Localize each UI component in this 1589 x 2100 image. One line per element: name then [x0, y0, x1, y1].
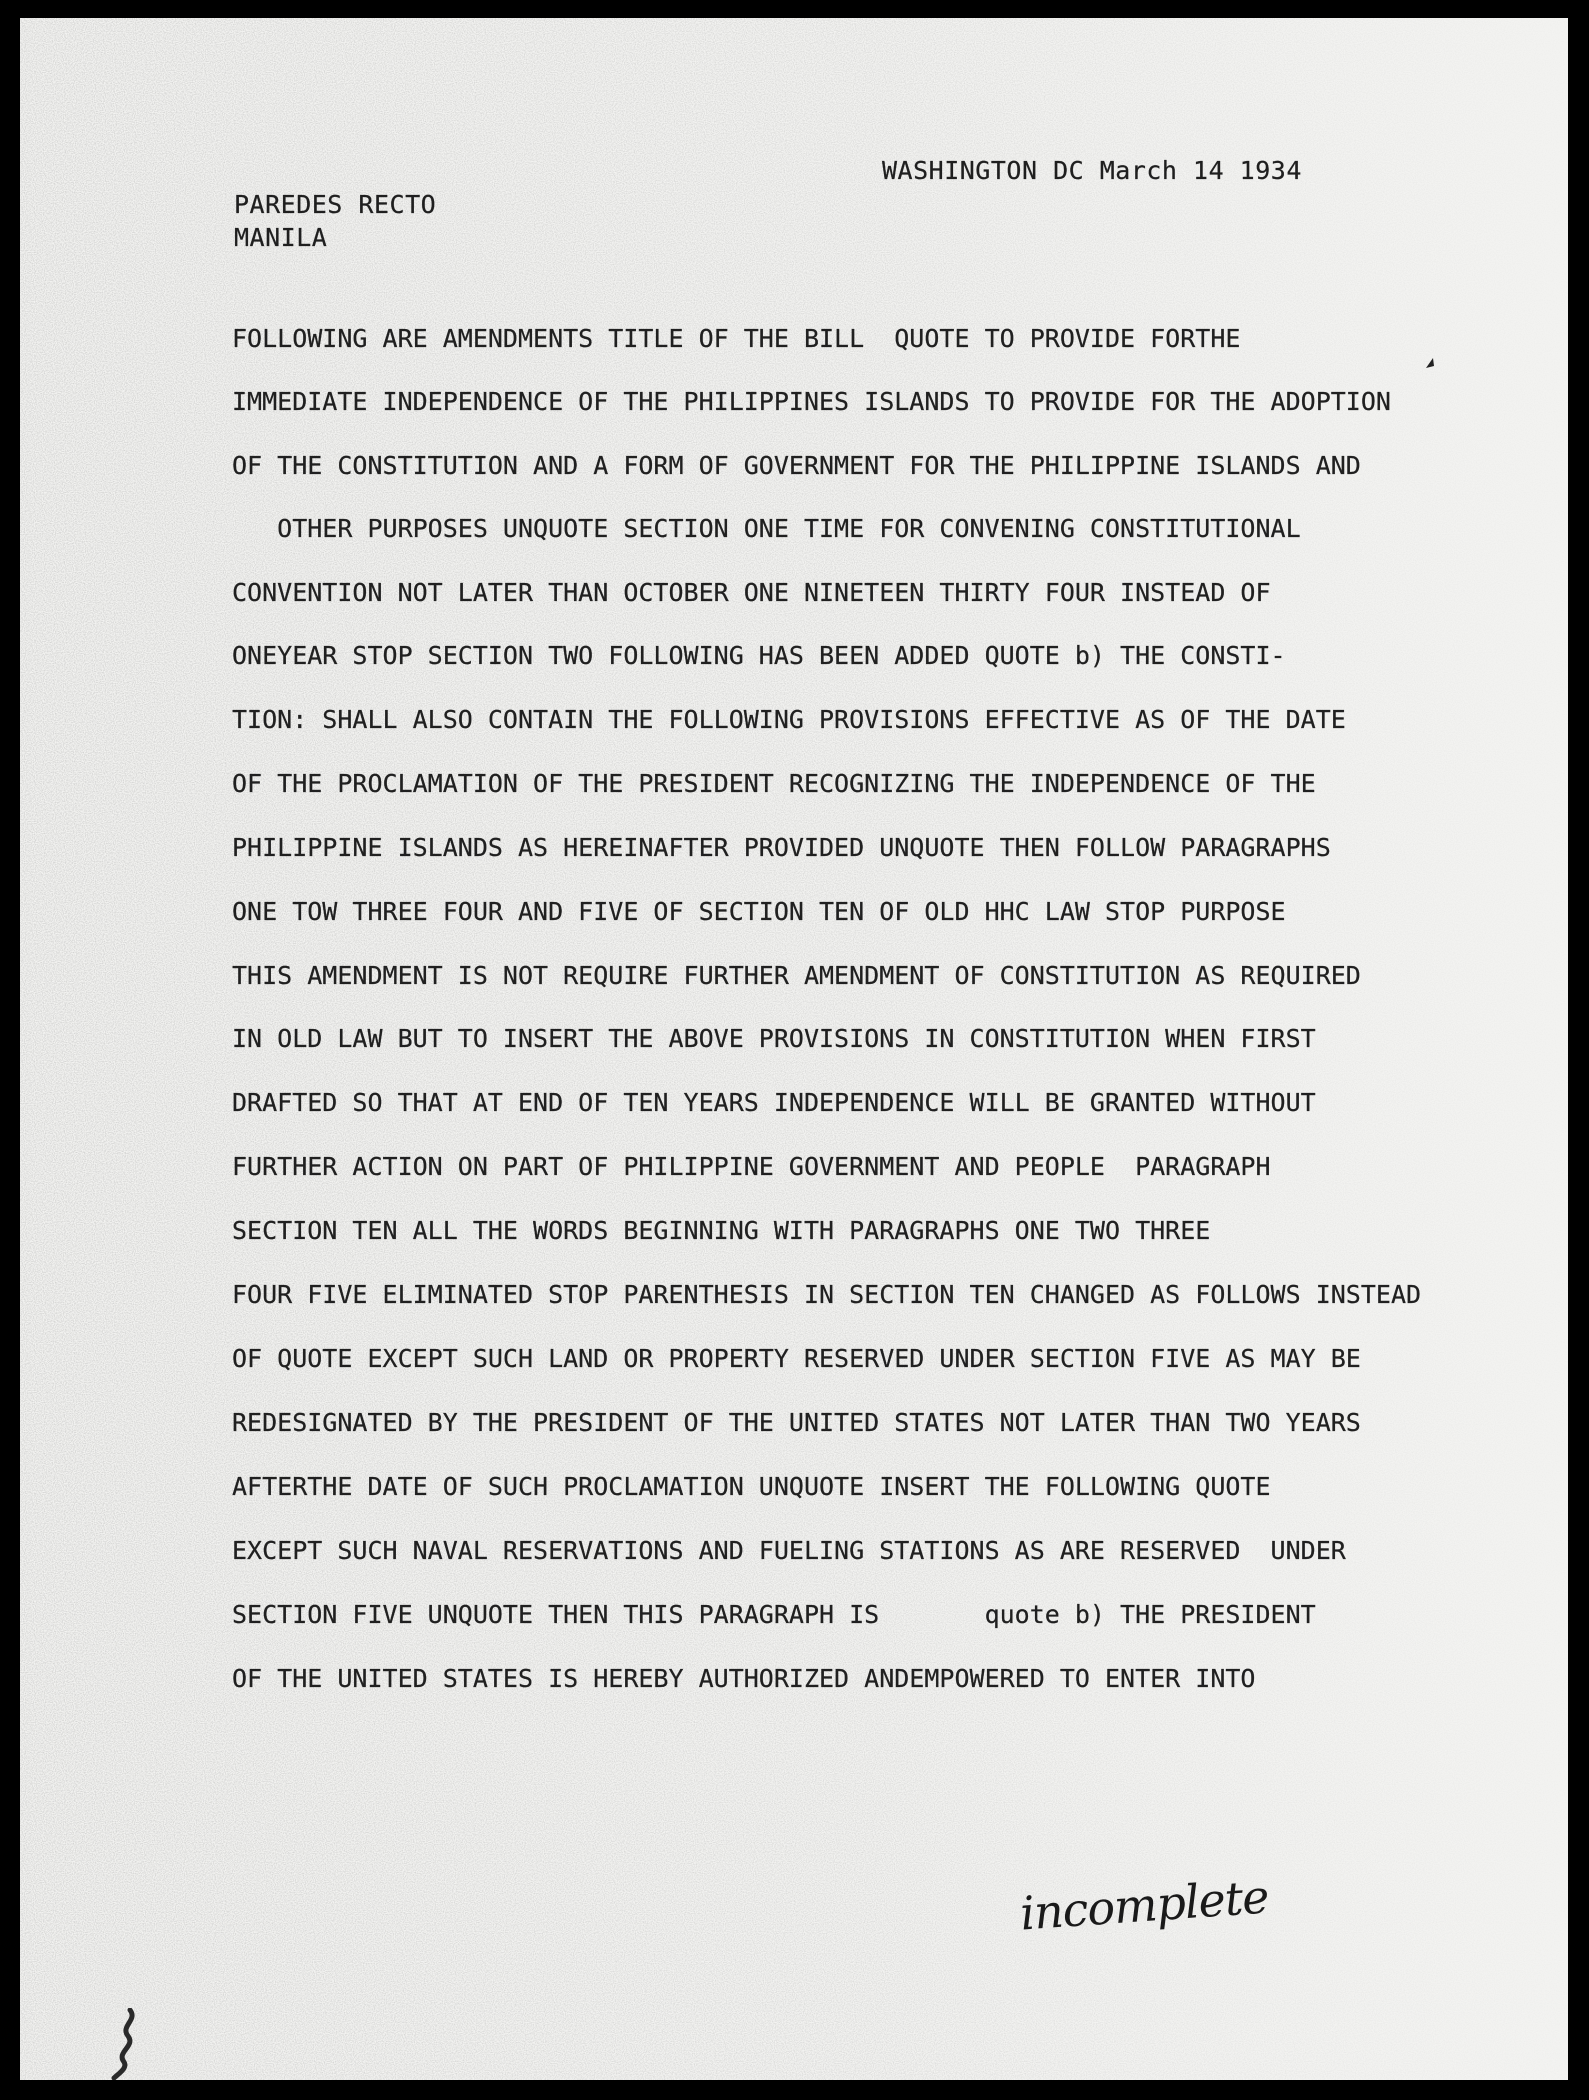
body-line: PHILIPPINE ISLANDS AS HEREINAFTER PROVIDED UNQUOTE THEN FOLLOW PARAGRAPHS	[232, 833, 1331, 862]
body-line: ONE TOW THREE FOUR AND FIVE OF SECTION TEN OF OLD HHC LAW STOP PURPOSE	[232, 897, 1286, 926]
body-line: FOUR FIVE ELIMINATED STOP PARENTHESIS IN SECTION TEN CHANGED AS FOLLOWS INSTEAD	[232, 1280, 1422, 1309]
body-line: IMMEDIATE INDEPENDENCE OF THE PHILIPPINES ISLANDS TO PROVIDE FOR THE ADOPTION	[232, 387, 1391, 416]
body-line: FOLLOWING ARE AMENDMENTS TITLE OF THE BILL QUOTE TO PROVIDE FORTHE	[232, 324, 1241, 353]
body-line: SECTION FIVE UNQUOTE THEN THIS PARAGRAPH IS quote b) THE PRESIDENT	[232, 1600, 1316, 1629]
body-line: THIS AMENDMENT IS NOT REQUIRE FURTHER AMENDMENT OF CONSTITUTION AS REQUIRED	[232, 961, 1361, 990]
body-line: ONEYEAR STOP SECTION TWO FOLLOWING HAS BEEN ADDED QUOTE b) THE CONSTI-	[232, 641, 1286, 670]
body-line: OF THE PROCLAMATION OF THE PRESIDENT RECOGNIZING THE INDEPENDENCE OF THE	[232, 769, 1316, 798]
body-line: SECTION TEN ALL THE WORDS BEGINNING WITH PARAGRAPHS ONE TWO THREE	[232, 1216, 1211, 1245]
body-line: AFTERTHE DATE OF SUCH PROCLAMATION UNQUOTE INSERT THE FOLLOWING QUOTE	[232, 1472, 1271, 1501]
body-line: REDESIGNATED BY THE PRESIDENT OF THE UNITED STATES NOT LATER THAN TWO YEARS	[232, 1408, 1361, 1437]
addressee-name: PAREDES RECTO	[234, 190, 437, 219]
body-line: OF THE UNITED STATES IS HEREBY AUTHORIZED ANDEMPOWERED TO ENTER INTO	[232, 1664, 1256, 1693]
addressee-city: MANILA	[234, 223, 328, 252]
body-line: EXCEPT SUCH NAVAL RESERVATIONS AND FUELING STATIONS AS ARE RESERVED UNDER	[232, 1536, 1346, 1565]
body-line: OTHER PURPOSES UNQUOTE SECTION ONE TIME FOR CONVENING CONSTITUTIONAL	[232, 514, 1301, 543]
body-line: TION: SHALL ALSO CONTAIN THE FOLLOWING PROVISIONS EFFECTIVE AS OF THE DATE	[232, 705, 1346, 734]
handwritten-note: incomplete	[1018, 1869, 1271, 1941]
dateline: WASHINGTON DC March 14 1934	[882, 156, 1302, 185]
ink-speck-icon	[1424, 356, 1436, 370]
body-line: FURTHER ACTION ON PART OF PHILIPPINE GOVERNMENT AND PEOPLE PARAGRAPH	[232, 1152, 1271, 1181]
body-line: DRAFTED SO THAT AT END OF TEN YEARS INDEPENDENCE WILL BE GRANTED WITHOUT	[232, 1088, 1316, 1117]
body-line: OF THE CONSTITUTION AND A FORM OF GOVERNMENT FOR THE PHILIPPINE ISLANDS AND	[232, 451, 1361, 480]
paper-clip-fragment-icon	[108, 2008, 142, 2080]
body-line: OF QUOTE EXCEPT SUCH LAND OR PROPERTY RESERVED UNDER SECTION FIVE AS MAY BE	[232, 1344, 1361, 1373]
body-line: CONVENTION NOT LATER THAN OCTOBER ONE NINETEEN THIRTY FOUR INSTEAD OF	[232, 578, 1271, 607]
document-page	[20, 18, 1568, 2080]
body-line: IN OLD LAW BUT TO INSERT THE ABOVE PROVISIONS IN CONSTITUTION WHEN FIRST	[232, 1024, 1316, 1053]
